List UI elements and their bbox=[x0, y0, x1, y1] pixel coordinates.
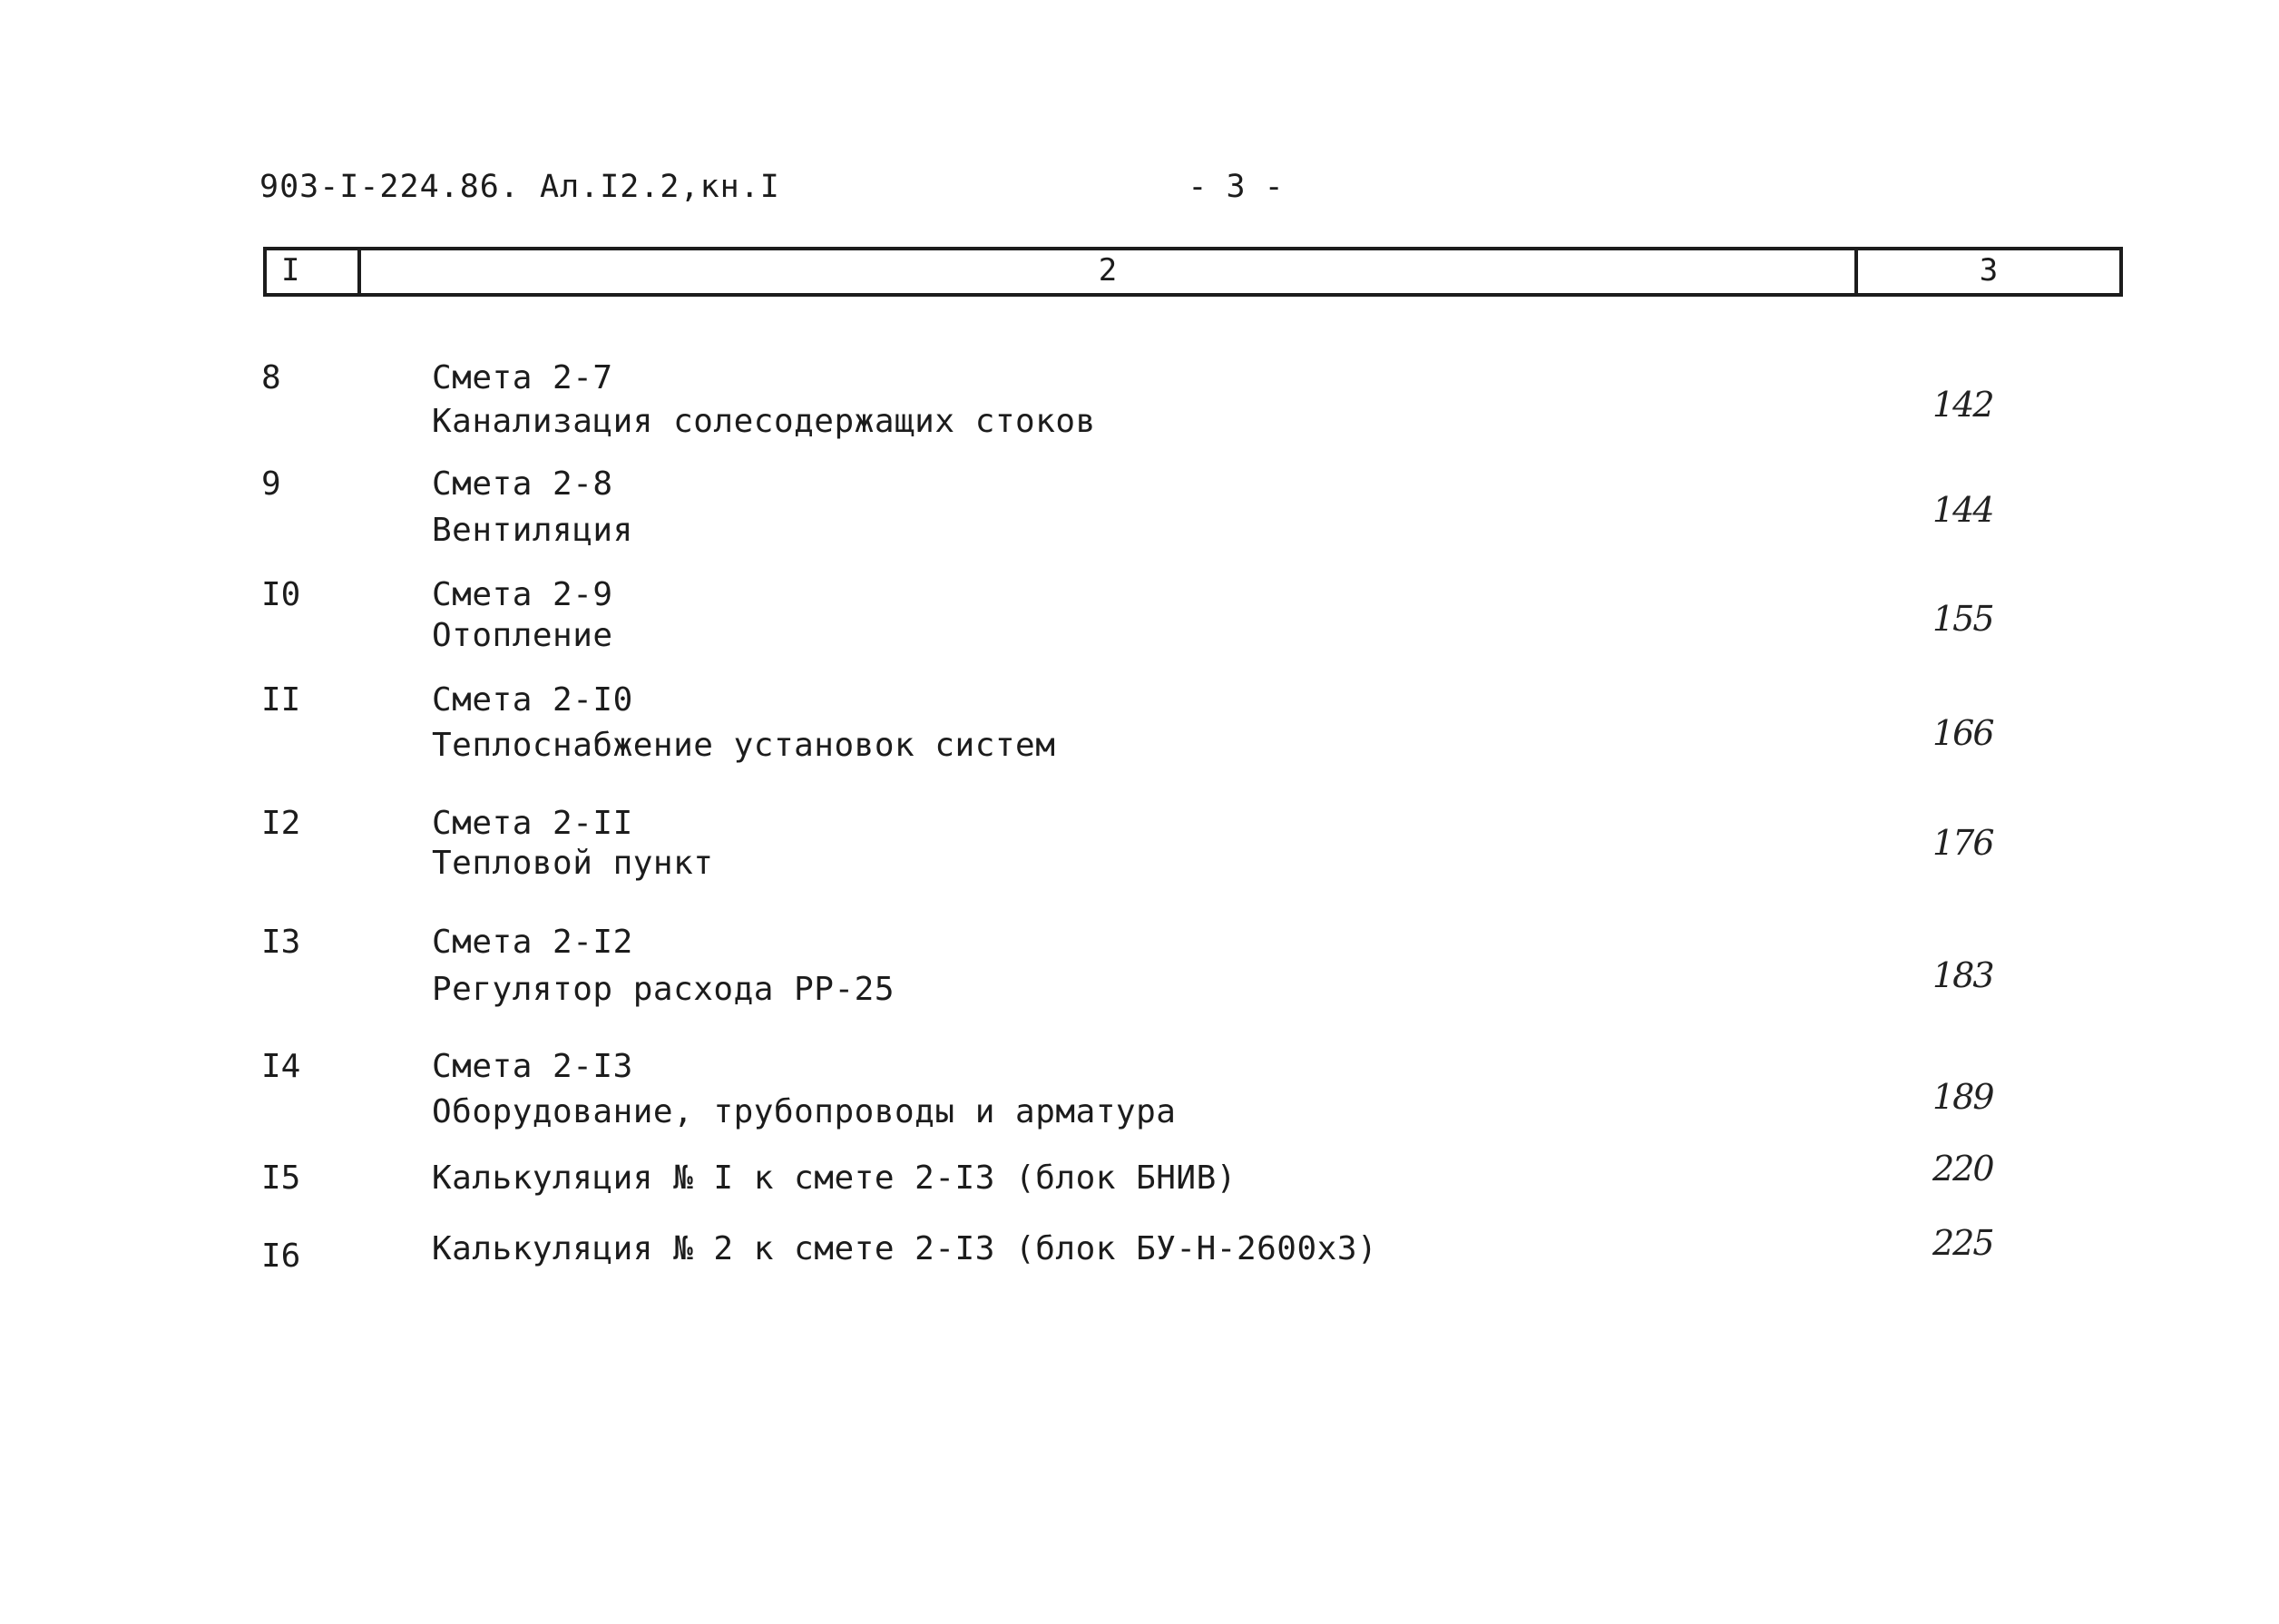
entry-title: Калькуляция № 2 к смете 2-I3 (блок БУ-Н-2600х3) bbox=[432, 1230, 1378, 1267]
column-header-page: 3 bbox=[1979, 252, 1999, 289]
entry-title: Смета 2-I2 bbox=[432, 924, 633, 961]
entry-subtitle: Регулятор расхода РР-25 bbox=[432, 971, 895, 1008]
entry-subtitle: Тепловой пункт bbox=[432, 845, 714, 882]
entry-number: II bbox=[261, 681, 301, 719]
entry-page-number: 142 bbox=[1932, 385, 1993, 425]
entry-title: Смета 2-I3 bbox=[432, 1048, 633, 1085]
entry-title: Смета 2-I0 bbox=[432, 681, 633, 719]
column-header-number: I bbox=[267, 250, 361, 293]
entry-title: Смета 2-7 bbox=[432, 359, 613, 396]
entry-number: I2 bbox=[261, 805, 301, 842]
entry-page-number: 225 bbox=[1932, 1223, 1993, 1263]
entry-page-number: 189 bbox=[1932, 1077, 1993, 1117]
entry-number: 9 bbox=[261, 465, 281, 503]
entry-title: Смета 2-II bbox=[432, 805, 633, 842]
entry-subtitle: Канализация солесодержащих стоков bbox=[432, 403, 1096, 440]
entry-title: Калькуляция № I к смете 2-I3 (блок БНИВ) bbox=[432, 1159, 1237, 1197]
entry-page-number: 166 bbox=[1932, 713, 1993, 753]
entry-subtitle: Теплоснабжение установок систем bbox=[432, 727, 1056, 764]
entry-page-number: 155 bbox=[1932, 599, 1993, 639]
entry-number: I4 bbox=[261, 1048, 301, 1085]
entry-page-number: 220 bbox=[1932, 1149, 1993, 1189]
entry-page-number: 176 bbox=[1932, 823, 1993, 863]
column-header-title: 2 bbox=[361, 250, 1858, 293]
document-code: 903-I-224.86. Ал.I2.2,кн.I bbox=[259, 169, 780, 205]
entry-subtitle: Отопление bbox=[432, 617, 613, 654]
entry-number: I0 bbox=[261, 576, 301, 613]
entry-number: I6 bbox=[261, 1238, 301, 1275]
entry-title: Смета 2-9 bbox=[432, 576, 613, 613]
entry-subtitle: Вентиляция bbox=[432, 512, 633, 549]
page-number: - 3 - bbox=[1188, 169, 1284, 205]
entry-number: I3 bbox=[261, 924, 301, 961]
entry-number: 8 bbox=[261, 359, 281, 396]
entry-title: Смета 2-8 bbox=[432, 465, 613, 503]
entry-subtitle: Оборудование, трубопроводы и арматура bbox=[432, 1093, 1177, 1130]
entry-page-number: 183 bbox=[1932, 955, 1993, 995]
entry-number: I5 bbox=[261, 1159, 301, 1197]
entry-page-number: 144 bbox=[1932, 490, 1993, 530]
